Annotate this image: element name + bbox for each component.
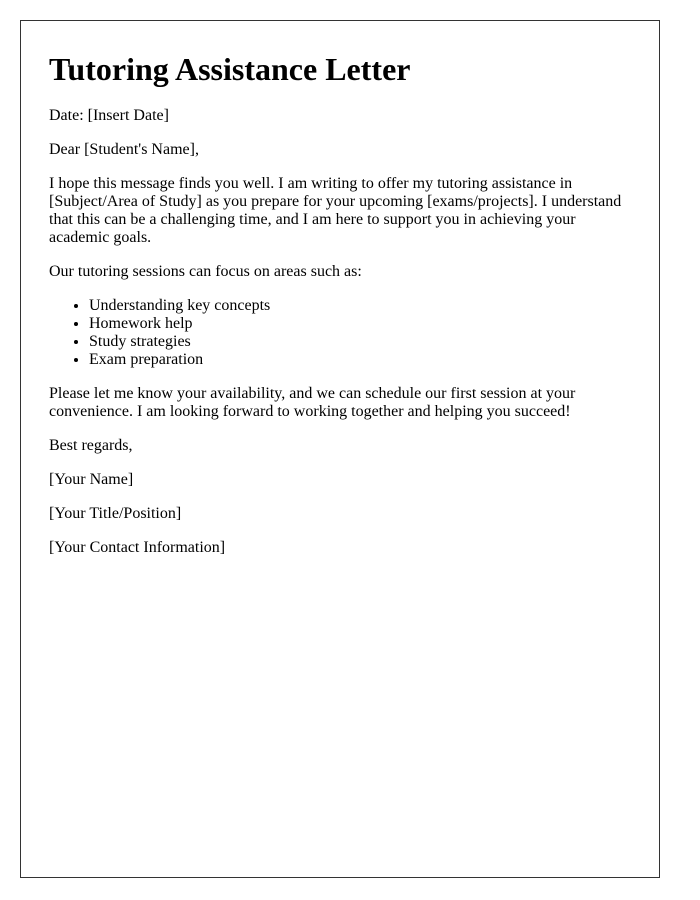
intro-paragraph: I hope this message finds you well. I am writing to offer my tutoring assistance in [Subject/Area of Study] as you prepare for your upcoming [exams/projects]. I understand that this can be a challenging time, and I am here to support you in achieving your academic goals. — [49, 175, 622, 246]
salutation: Dear [Student's Name], — [49, 141, 199, 158]
closing: Best regards, — [49, 437, 133, 454]
signature-title: [Your Title/Position] — [49, 505, 182, 522]
focus-intro-paragraph: Our tutoring sessions can focus on areas such as: — [49, 263, 362, 280]
list-item: • Understanding key concepts — [89, 297, 631, 315]
signature-contact: [Your Contact Information] — [49, 539, 226, 556]
date-line: Date: [Insert Date] — [49, 107, 169, 124]
letter-title: Tutoring Assistance Letter — [49, 51, 411, 87]
list-item: • Study strategies — [89, 333, 631, 351]
list-item: • Homework help — [89, 315, 631, 333]
signature-name: [Your Name] — [49, 471, 134, 488]
list-item: • Exam preparation — [89, 351, 631, 369]
letter-page — [20, 20, 660, 878]
focus-areas-list — [49, 297, 631, 369]
availability-paragraph: Please let me know your availability, and we can schedule our first session at your convenience. I am looking forward to working together and helping you succeed! — [49, 385, 576, 420]
